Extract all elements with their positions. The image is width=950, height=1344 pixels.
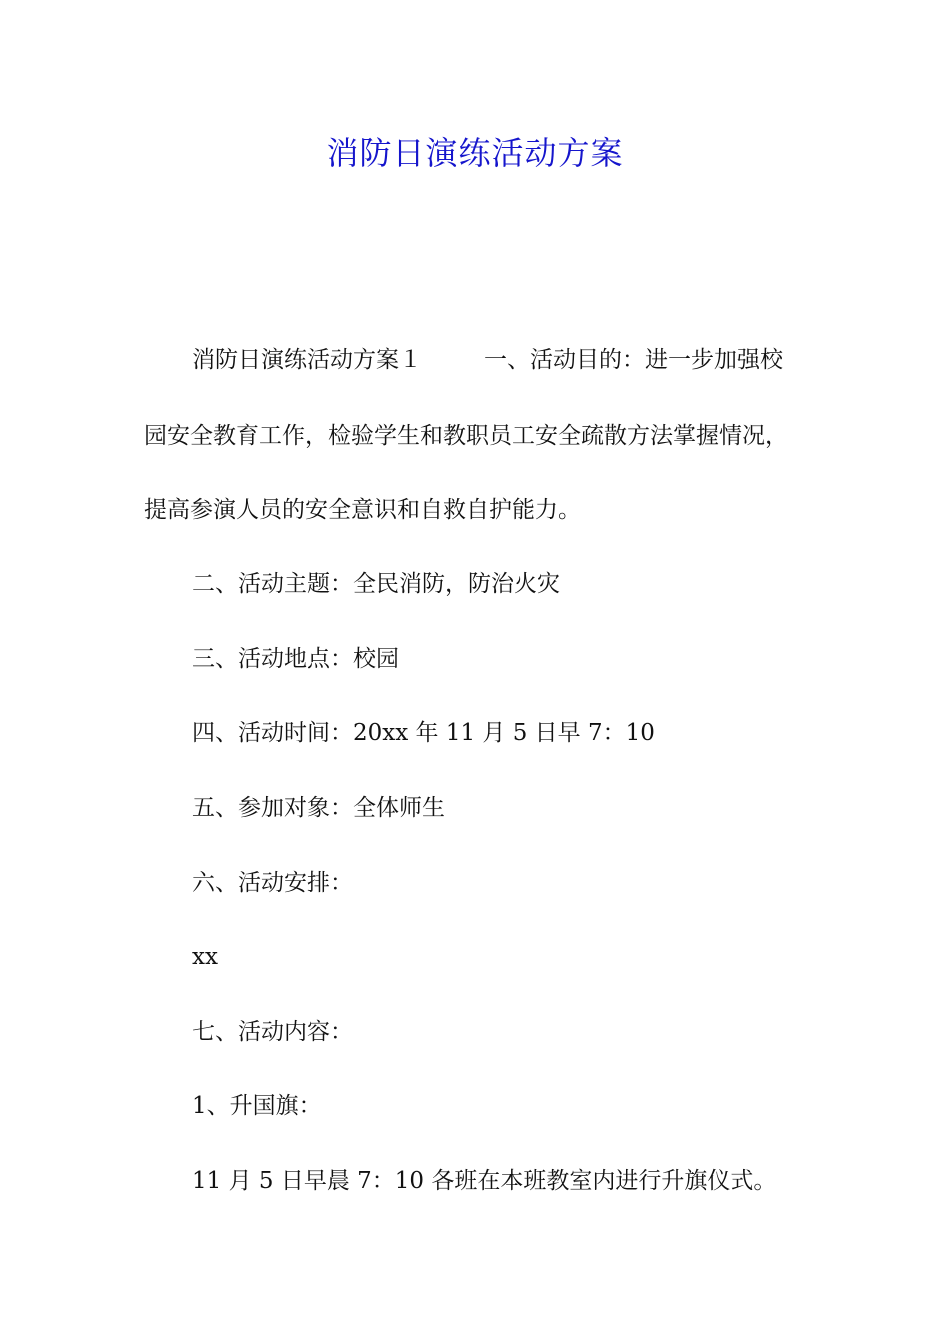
section-1-purpose-start: 一、活动目的：进一步加强校	[484, 347, 783, 373]
document-title: 消防日演练活动方案	[326, 134, 624, 172]
intro-line-1	[192, 344, 812, 376]
section-3-location: 三、活动地点：校园	[192, 646, 399, 672]
content-item-1-flag-raising: 1、升国旗：	[192, 1093, 322, 1119]
flag-raising-detail: 11 月 5 日早晨 7：10 各班在本班教室内进行升旗仪式。	[192, 1168, 777, 1194]
intro-line-3: 提高参演人员的安全意识和自救自护能力。	[144, 497, 581, 523]
section-5-participants: 五、参加对象：全体师生	[192, 795, 445, 821]
intro-lead: 消防日演练活动方案１	[192, 347, 422, 373]
section-2-theme: 二、活动主题：全民消防，防治火灾	[192, 571, 560, 597]
intro-line-2: 园安全教育工作，检验学生和教职员工安全疏散方法掌握情况，	[144, 423, 788, 449]
section-7-content: 七、活动内容：	[192, 1019, 353, 1045]
section-6-arrangement: 六、活动安排：	[192, 870, 353, 896]
arrangement-placeholder: xx	[192, 944, 218, 970]
section-4-time: 四、活动时间：20xx 年 11 月 5 日早 7：10	[192, 720, 655, 746]
